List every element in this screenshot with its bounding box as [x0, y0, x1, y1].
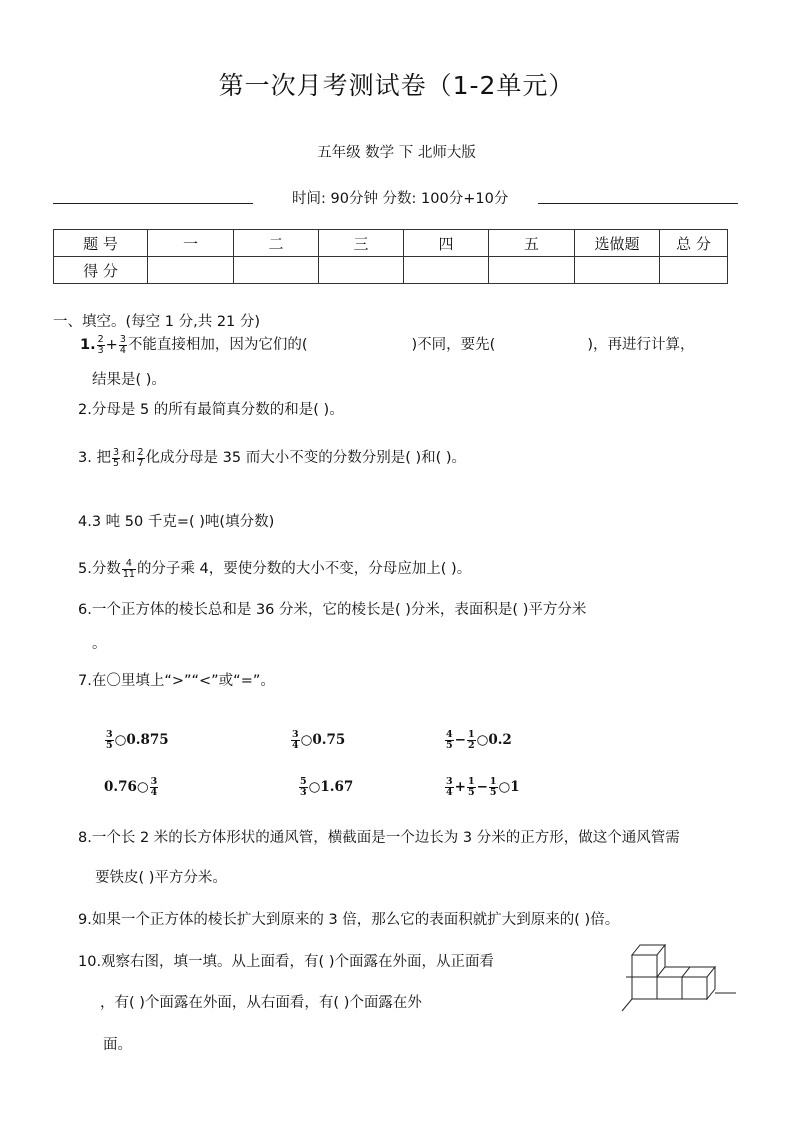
score-cell[interactable]	[489, 257, 575, 284]
fraction: $\frac{2}{7}$	[137, 446, 144, 469]
score-table-header-row	[54, 230, 728, 257]
fraction: $\frac{1}{5}$	[489, 776, 497, 798]
exam-info: 时间: 90分钟 分数: 100分+10分	[292, 191, 509, 207]
q5-tail: 的分子乘 4，要使分数的大小不变，分母应加上( )。	[136, 561, 472, 577]
q5-lead: 5.分数	[78, 561, 121, 577]
comparison-item-4	[104, 777, 159, 798]
q1-text-b: )不同，要先(	[411, 337, 496, 353]
question-10-line-2: ，有( )个面露在外面，从右面看，有( )个面露在外	[100, 995, 422, 1011]
question-2: 2.分母是 5 的所有最简真分数的和是( )。	[78, 402, 344, 418]
class-blank-line	[538, 203, 738, 204]
q3-lead: 3. 把	[78, 450, 111, 466]
fraction: $\frac{3}{4}$	[292, 729, 299, 751]
header-cell-2: 二	[234, 230, 319, 257]
header-cell-1: 一	[148, 230, 234, 257]
fraction: $\frac{4}{11}$	[122, 557, 135, 580]
question-6-line-2: 。	[92, 636, 107, 652]
score-row-label: 得 分	[54, 257, 148, 284]
score-table-score-row	[54, 257, 728, 284]
comparison-item-3	[444, 730, 512, 751]
cube-stack-figure	[618, 935, 740, 1015]
fraction: $\frac{5}{3}$	[300, 776, 307, 798]
score-cell[interactable]	[148, 257, 234, 284]
header-cell-question-no: 题 号	[54, 230, 148, 257]
comparison-text: ○0.2	[476, 732, 512, 748]
question-8-line-1: 8.一个长 2 米的长方体形状的通风管，横截面是一个边长为 3 分米的正方形，做这个通风管需	[78, 830, 680, 846]
header-cell-5: 五	[489, 230, 575, 257]
score-cell[interactable]	[575, 257, 660, 284]
comparison-text: ○0.75	[300, 732, 346, 748]
comparison-text: ○1	[498, 779, 520, 795]
score-cell[interactable]	[404, 257, 489, 284]
comparison-text: ○0.875	[114, 732, 169, 748]
comparison-text: ○1.67	[308, 779, 354, 795]
question-1-line-1	[80, 333, 695, 356]
header-cell-3: 三	[319, 230, 404, 257]
question-6-line-1: 6.一个正方体的棱长总和是 36 分米，它的棱长是( )分米，表面积是( )平方分米	[78, 602, 587, 618]
comparison-text: 0.76○	[104, 779, 149, 795]
question-9: 9.如果一个正方体的棱长扩大到原来的 3 倍，那么它的表面积就扩大到原来的( )倍。	[78, 912, 620, 928]
fraction: $\frac{3}{5}$	[106, 729, 113, 751]
question-10-line-1: 10.观察右图，填一填。从上面看，有( )个面露在外面，从正面看	[78, 954, 494, 970]
score-cell[interactable]	[319, 257, 404, 284]
question-8-line-2: 要铁皮( )平方分米。	[95, 870, 227, 886]
comparison-item-5	[298, 777, 353, 798]
header-cell-optional: 选做题	[575, 230, 660, 257]
header-cell-total: 总 分	[660, 230, 728, 257]
q1-number: 1.	[80, 337, 96, 353]
question-10-line-3: 面。	[103, 1037, 132, 1053]
question-1-line-2: 结果是( )。	[92, 372, 166, 388]
fraction: $\frac{4}{5}$	[446, 729, 453, 751]
comparison-item-6	[444, 777, 520, 798]
q3-and: 和	[121, 450, 136, 466]
question-4: 4.3 吨 50 千克=( )吨(填分数)	[78, 514, 275, 530]
question-5	[78, 557, 471, 580]
fraction: $\frac{1}{2}$	[467, 729, 475, 751]
section-heading: 一、填空。(每空 1 分,共 21 分)	[53, 314, 261, 330]
comparison-item-2	[290, 730, 345, 751]
plus-sign: +	[105, 337, 118, 353]
subtitle: 五年级 数学 下 北师大版	[317, 145, 476, 161]
fraction: $\frac{2}{3}$	[97, 333, 104, 356]
name-blank-line	[53, 203, 253, 204]
fraction: $\frac{3}{4}$	[446, 776, 453, 798]
plus-sign: +	[454, 779, 466, 795]
header-cell-4: 四	[404, 230, 489, 257]
fraction: $\frac{3}{4}$	[119, 333, 126, 356]
question-7: 7.在〇里填上“>”“<”或“=”。	[78, 673, 275, 689]
score-table	[53, 229, 728, 284]
comparison-item-1	[104, 730, 169, 751]
score-cell[interactable]	[234, 257, 319, 284]
q1-text-c: )，再进行计算，	[587, 337, 695, 353]
q3-tail: 化成分母是 35 而大小不变的分数分别是( )和( )。	[145, 450, 467, 466]
fraction: $\frac{3}{5}$	[112, 446, 119, 469]
minus-sign: −	[476, 779, 488, 795]
q1-text-a: 不能直接相加，因为它们的(	[127, 337, 308, 353]
minus-sign: −	[454, 732, 466, 748]
score-cell[interactable]	[660, 257, 728, 284]
question-3	[78, 446, 466, 469]
fraction: $\frac{1}{5}$	[467, 776, 475, 798]
page-title: 第一次月考测试卷（1-2单元）	[218, 71, 575, 100]
fraction: $\frac{3}{4}$	[150, 776, 158, 798]
